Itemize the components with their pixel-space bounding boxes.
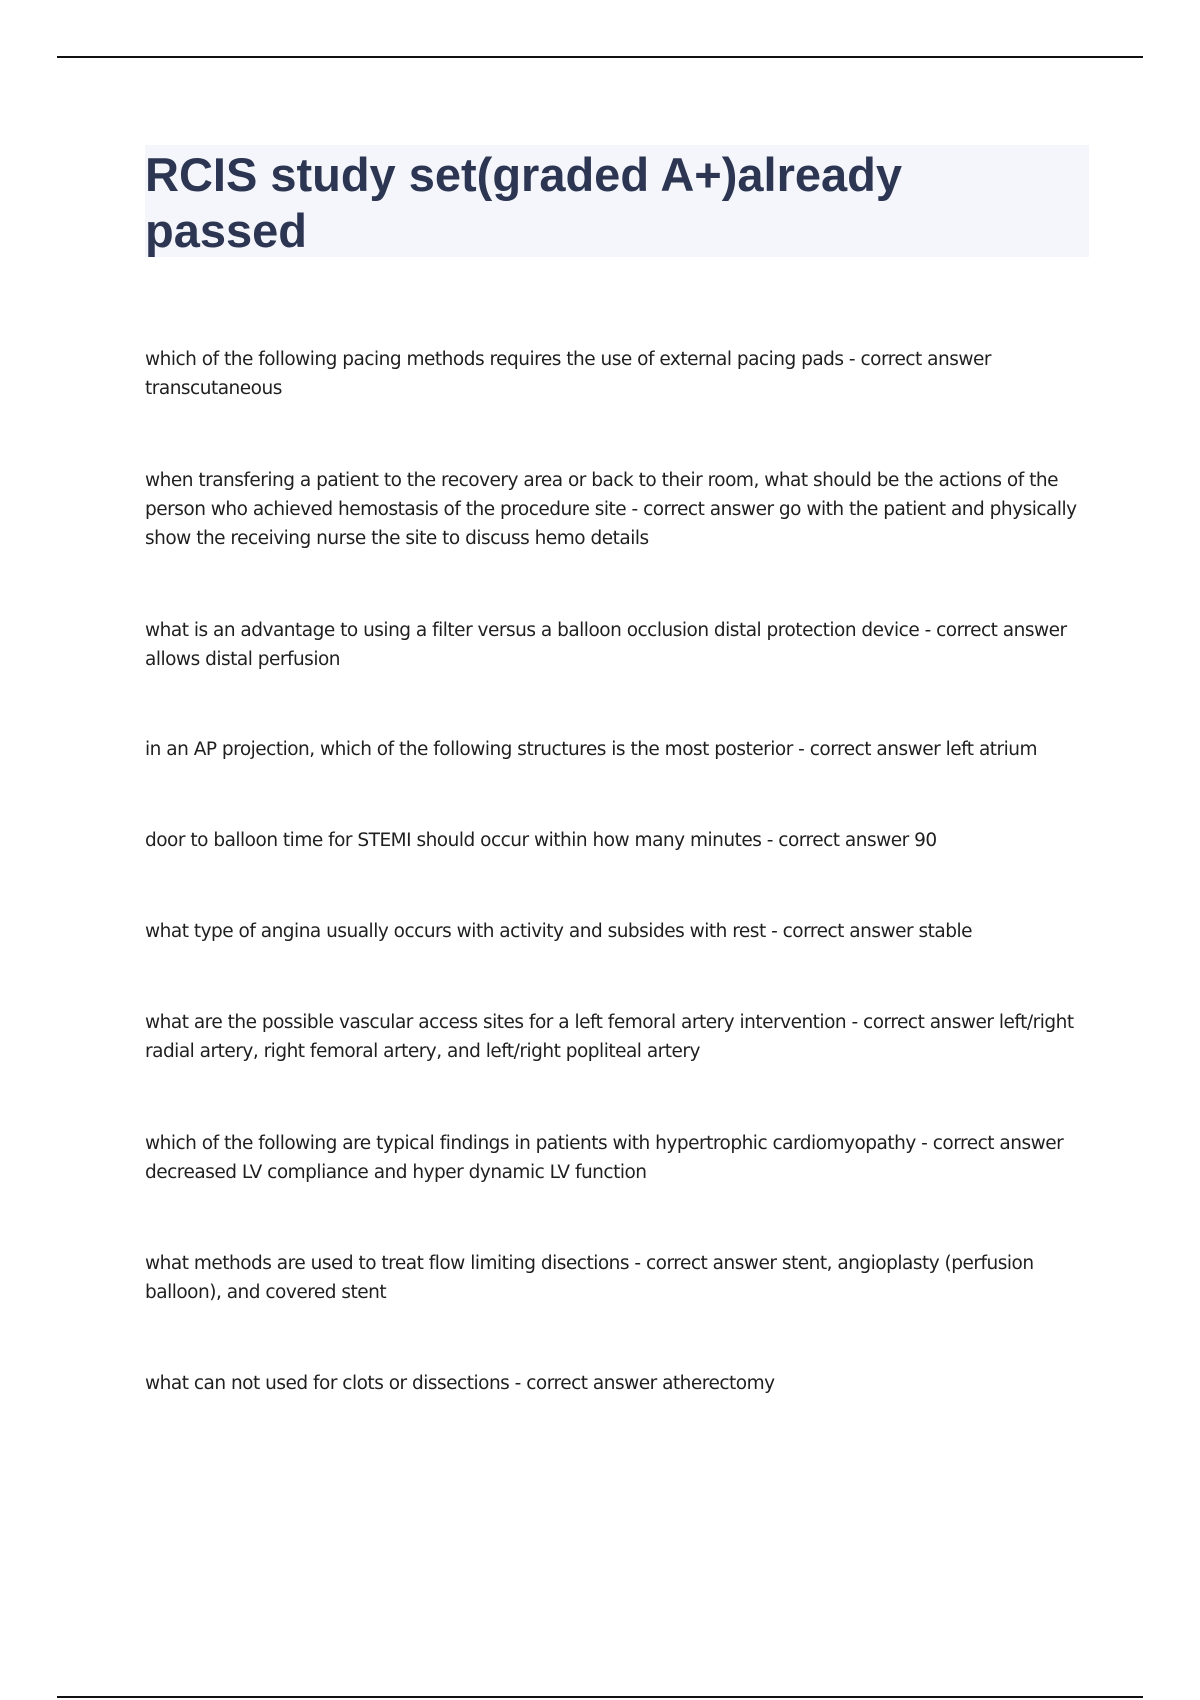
page-title: RCIS study set(graded A+)already passed xyxy=(145,148,903,257)
qa-item-3: what is an advantage to using a filter versus a balloon occlusion distal protection device - correct answer allows distal perfusion xyxy=(145,620,1067,670)
qa-item-5: door to balloon time for STEMI should occur within how many minutes - correct answer 90 xyxy=(145,830,937,851)
qa-item-7: what are the possible vascular access sites for a left femoral artery intervention - correct answer left/right radial artery, right femoral artery, and left/right popliteal artery xyxy=(145,1012,1074,1062)
header-rule xyxy=(57,56,1143,58)
title-banner xyxy=(145,145,1089,257)
qa-item-1: which of the following pacing methods requires the use of external pacing pads - correct answer transcutaneous xyxy=(145,349,991,399)
qa-item-8: which of the following are typical findings in patients with hypertrophic cardiomyopathy - correct answer decreased LV compliance and hyper dynamic LV function xyxy=(145,1133,1064,1183)
qa-item-6: what type of angina usually occurs with activity and subsides with rest - correct answer stable xyxy=(145,921,972,942)
qa-item-9: what methods are used to treat flow limiting disections - correct answer stent, angioplasty (perfusion balloon), and covered stent xyxy=(145,1253,1034,1303)
qa-item-4: in an AP projection, which of the following structures is the most posterior - correct answer left atrium xyxy=(145,739,1038,760)
footer-rule xyxy=(57,1696,1143,1698)
qa-item-2: when transfering a patient to the recovery area or back to their room, what should be the actions of the person who achieved hemostasis of the procedure site - correct answer go with the patient and physically show the receiving nurse the site to discuss hemo details xyxy=(145,470,1077,549)
qa-item-10: what can not used for clots or dissections - correct answer atherectomy xyxy=(145,1373,775,1394)
